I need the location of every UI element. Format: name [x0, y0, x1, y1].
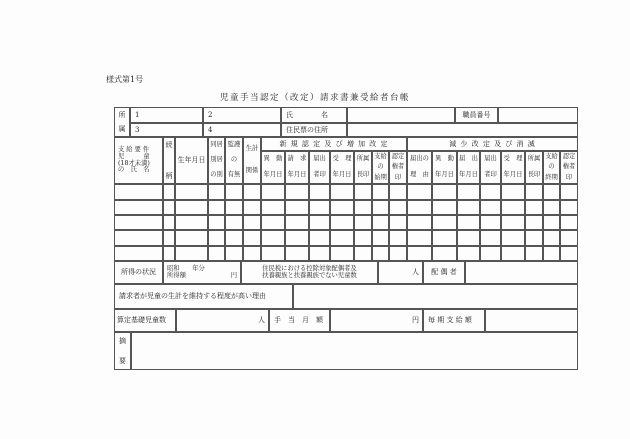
- grid-cell[interactable]: [243, 246, 261, 261]
- new-col-header: [330, 151, 354, 184]
- grid-cell[interactable]: [372, 215, 389, 230]
- grid-cell[interactable]: [114, 184, 163, 200]
- grid-cell[interactable]: [480, 246, 501, 261]
- grid-cell[interactable]: [261, 246, 285, 261]
- grid-cell[interactable]: [501, 215, 525, 230]
- col-header-line: 請 求: [287, 155, 307, 163]
- child-name-header: [114, 137, 163, 184]
- new-col-header: [389, 151, 407, 184]
- grid-cell[interactable]: [525, 215, 543, 230]
- grid-cell[interactable]: [525, 200, 543, 215]
- grid-cell[interactable]: [432, 184, 457, 200]
- grid-cell[interactable]: [163, 230, 175, 246]
- grid-cell[interactable]: [407, 215, 432, 230]
- child-name-header-line: 児 童: [118, 152, 150, 160]
- grid-cell[interactable]: [543, 246, 560, 261]
- grid-cell[interactable]: [285, 246, 309, 261]
- spouse-label: 配 偶 者: [423, 261, 465, 284]
- grid-cell[interactable]: [261, 200, 285, 215]
- custody-header-line: の: [230, 156, 238, 164]
- form-number: 様式第1号: [106, 75, 144, 84]
- grid-cell[interactable]: [407, 246, 432, 261]
- new-certification-group-header: 新 規 認 定 及 び 増 加 改 定: [261, 137, 407, 151]
- grid-cell[interactable]: [372, 246, 389, 261]
- affiliation-field-4[interactable]: 4: [203, 123, 281, 137]
- cohabit-header-line: 別居: [210, 156, 223, 164]
- col-header-line: 異 動: [435, 155, 454, 163]
- reduction-group-header: 減 少 改 定 及 び 消 滅: [407, 137, 578, 151]
- grid-cell[interactable]: [501, 200, 525, 215]
- grid-cell[interactable]: [432, 230, 457, 246]
- period-payment-field[interactable]: [485, 309, 578, 332]
- col-header-line: 届出: [484, 155, 497, 163]
- grid-cell[interactable]: [225, 246, 243, 261]
- grid-cell[interactable]: [354, 184, 372, 200]
- new-col-header: [285, 151, 309, 184]
- livelihood-header: [243, 137, 261, 184]
- reduce-col-header: [560, 151, 578, 184]
- grid-cell[interactable]: [560, 246, 578, 261]
- grid-cell[interactable]: [330, 184, 354, 200]
- income-amount-label: 所得額: [167, 271, 186, 279]
- cohabit-header-line: の別: [210, 171, 223, 179]
- affiliation-field-3[interactable]: 3: [130, 123, 203, 137]
- reduce-col-header: [501, 151, 525, 184]
- col-header-line: 年月日: [503, 170, 523, 178]
- new-col-header: [354, 151, 372, 184]
- grid-cell[interactable]: [389, 230, 407, 246]
- grid-cell[interactable]: [261, 215, 285, 230]
- grid-cell[interactable]: [114, 200, 163, 215]
- income-status-label: 所得の状況: [114, 261, 163, 284]
- col-header-line: 年月日: [332, 170, 352, 178]
- grid-cell[interactable]: [208, 184, 225, 200]
- grid-cell[interactable]: [225, 184, 243, 200]
- col-header-line: 支給: [374, 152, 387, 160]
- col-header-line: 届 出: [459, 155, 478, 163]
- grid-cell[interactable]: [175, 230, 208, 246]
- income-year-amount: [163, 261, 241, 284]
- custody-header-line: 有無: [227, 171, 241, 179]
- cohabit-header: [208, 137, 225, 184]
- remarks-field[interactable]: [131, 332, 578, 370]
- grid-cell[interactable]: [330, 230, 354, 246]
- grid-cell[interactable]: [457, 215, 480, 230]
- grid-cell[interactable]: [208, 215, 225, 230]
- child-name-header-line: の 氏 名: [118, 166, 150, 174]
- era-year-label: 昭和 年分: [167, 264, 205, 272]
- col-header-line: 届出: [313, 155, 326, 163]
- spouse-field[interactable]: [465, 261, 578, 284]
- grid-cell[interactable]: [457, 200, 480, 215]
- grid-cell[interactable]: [432, 200, 457, 215]
- period-payment-label: 毎 期 支 給 額: [423, 309, 485, 332]
- affiliation-label-1: 所: [118, 110, 126, 119]
- grid-cell[interactable]: [175, 184, 208, 200]
- new-col-header: [372, 151, 389, 184]
- child-name-header-line: (18才未満): [118, 159, 150, 167]
- grid-cell[interactable]: [432, 246, 457, 261]
- col-header-line: 届出の: [410, 155, 429, 163]
- grid-cell[interactable]: [163, 200, 175, 215]
- grid-cell[interactable]: [309, 230, 330, 246]
- grid-cell[interactable]: [354, 200, 372, 215]
- dependents-label-line: 住民税における控除対象配偶者及: [262, 264, 357, 272]
- grid-cell[interactable]: [114, 230, 163, 246]
- col-header-line: 認定: [391, 152, 405, 160]
- grid-cell[interactable]: [330, 200, 354, 215]
- grid-cell[interactable]: [261, 184, 285, 200]
- grid-cell[interactable]: [389, 184, 407, 200]
- grid-cell[interactable]: [243, 230, 261, 246]
- remarks-label-1: 摘: [119, 337, 126, 345]
- grid-cell[interactable]: [285, 200, 309, 215]
- grid-cell[interactable]: [309, 184, 330, 200]
- grid-cell[interactable]: [501, 246, 525, 261]
- grid-cell[interactable]: [525, 230, 543, 246]
- grid-cell[interactable]: [309, 200, 330, 215]
- col-header-line: 権者: [391, 163, 405, 171]
- affiliation-label-2: 属: [118, 124, 126, 133]
- grid-cell[interactable]: [309, 215, 330, 230]
- col-header-line: 者印: [484, 170, 497, 178]
- grid-cell[interactable]: [457, 184, 480, 200]
- grid-cell[interactable]: [243, 215, 261, 230]
- col-header-line: 者印: [313, 170, 326, 178]
- grid-cell[interactable]: [225, 200, 243, 215]
- reduce-col-header: [407, 151, 432, 184]
- address-label: 住民票の住所: [281, 123, 347, 137]
- grid-cell[interactable]: [560, 230, 578, 246]
- col-header-line: 年月日: [435, 170, 454, 178]
- grid-cell[interactable]: [480, 200, 501, 215]
- dependents-label-line: 扶養親族と扶養親族でない児童数: [262, 271, 357, 279]
- affiliation-label: [114, 107, 130, 137]
- col-header-line: 年月日: [459, 170, 478, 178]
- grid-cell[interactable]: [372, 230, 389, 246]
- grid-cell[interactable]: [175, 246, 208, 261]
- base-children-field[interactable]: 人: [176, 309, 269, 332]
- remarks-label-2: 要: [119, 356, 126, 365]
- yen-unit: 円: [230, 271, 237, 279]
- reduce-col-header: [480, 151, 501, 184]
- grid-cell[interactable]: [543, 215, 560, 230]
- col-header-line: 所属: [356, 155, 370, 163]
- grid-cell[interactable]: [372, 200, 389, 215]
- grid-cell[interactable]: [114, 246, 163, 261]
- grid-cell[interactable]: [389, 246, 407, 261]
- grid-cell[interactable]: [225, 230, 243, 246]
- grid-cell[interactable]: [432, 215, 457, 230]
- livelihood-header-line: 生計: [245, 144, 259, 152]
- birthdate-header: 生年月日: [175, 137, 208, 184]
- monthly-amount-label: 手 当 月 額: [269, 309, 330, 332]
- grid-cell[interactable]: [560, 184, 578, 200]
- col-header-line: 支給: [545, 152, 558, 160]
- staff-number-label: 職員番号: [455, 107, 498, 123]
- name-label: 氏 名: [281, 107, 347, 123]
- col-header-line: 終期: [545, 173, 558, 181]
- grid-cell[interactable]: [543, 184, 560, 200]
- livelihood-header-line: 関係: [245, 167, 259, 175]
- grid-cell[interactable]: [525, 184, 543, 200]
- grid-cell[interactable]: [560, 215, 578, 230]
- col-header-line: 異 動: [263, 155, 283, 163]
- grid-cell[interactable]: [543, 230, 560, 246]
- dependents-count-field[interactable]: 人: [378, 261, 423, 284]
- relation-header-line: 続: [165, 141, 173, 149]
- grid-cell[interactable]: [285, 184, 309, 200]
- grid-cell[interactable]: [354, 230, 372, 246]
- child-name-header-line: 支 給 要 件: [118, 146, 150, 154]
- grid-cell[interactable]: [354, 246, 372, 261]
- monthly-amount-field[interactable]: 円: [330, 309, 423, 332]
- grid-cell[interactable]: [354, 215, 372, 230]
- new-col-header: [309, 151, 330, 184]
- grid-cell[interactable]: [457, 230, 480, 246]
- col-header-line: 所属: [527, 155, 541, 163]
- custody-header-line: 監護: [227, 141, 241, 149]
- relation-header-line: 柄: [165, 171, 173, 180]
- grid-cell[interactable]: [175, 215, 208, 230]
- reduce-col-header: [543, 151, 560, 184]
- cohabit-header-line: 同居: [210, 141, 223, 149]
- grid-cell[interactable]: [480, 215, 501, 230]
- grid-cell[interactable]: [525, 246, 543, 261]
- grid-cell[interactable]: [372, 184, 389, 200]
- grid-cell[interactable]: [225, 215, 243, 230]
- col-header-line: 印: [394, 173, 402, 181]
- grid-cell[interactable]: [261, 230, 285, 246]
- relation-header: [163, 137, 175, 184]
- col-header-line: の: [377, 163, 384, 171]
- grid-cell[interactable]: [243, 200, 261, 215]
- affiliation-field-1[interactable]: 1: [130, 107, 203, 123]
- grid-cell[interactable]: [560, 200, 578, 215]
- new-col-header: [261, 151, 285, 184]
- grid-cell[interactable]: [480, 230, 501, 246]
- grid-cell[interactable]: [309, 246, 330, 261]
- grid-cell[interactable]: [208, 230, 225, 246]
- remarks-label: [114, 332, 131, 370]
- col-header-line: 権者: [562, 163, 576, 171]
- grid-cell[interactable]: [330, 215, 354, 230]
- grid-cell[interactable]: [480, 184, 501, 200]
- grid-cell[interactable]: [389, 200, 407, 215]
- grid-cell[interactable]: [208, 246, 225, 261]
- col-header-line: 始期: [374, 173, 387, 181]
- grid-cell[interactable]: [407, 200, 432, 215]
- dependents-count-label: [241, 261, 378, 284]
- grid-cell[interactable]: [389, 215, 407, 230]
- col-header-line: 年月日: [287, 170, 307, 178]
- col-header-line: 年月日: [263, 170, 283, 178]
- grid-cell[interactable]: [163, 246, 175, 261]
- form-title: 児童手当認定（改定）請求書兼受給者台帳: [219, 93, 410, 103]
- col-header-line: 長印: [527, 170, 541, 178]
- custody-header: [225, 137, 243, 184]
- reason-label: 請求者が児童の生計を維持する程度が高い理由: [114, 284, 293, 309]
- grid-cell[interactable]: [163, 215, 175, 230]
- col-header-line: 受 理: [503, 155, 523, 163]
- grid-cell[interactable]: [407, 184, 432, 200]
- reduce-col-header: [432, 151, 457, 184]
- base-children-label: 算定基礎児童数: [114, 309, 176, 332]
- grid-cell[interactable]: [501, 230, 525, 246]
- grid-cell[interactable]: [543, 200, 560, 215]
- col-header-line: 長印: [356, 170, 370, 178]
- reason-field[interactable]: [293, 284, 578, 309]
- col-header-line: の: [548, 163, 555, 171]
- affiliation-field-2[interactable]: 2: [203, 107, 281, 123]
- staff-number-field[interactable]: [498, 107, 578, 123]
- grid-cell[interactable]: [285, 230, 309, 246]
- name-field[interactable]: [347, 107, 455, 123]
- grid-cell[interactable]: [501, 184, 525, 200]
- col-header-line: 印: [565, 173, 573, 181]
- grid-cell[interactable]: [457, 246, 480, 261]
- col-header-line: 認定: [562, 152, 576, 160]
- grid-cell[interactable]: [330, 246, 354, 261]
- grid-cell[interactable]: [175, 200, 208, 215]
- grid-cell[interactable]: [407, 230, 432, 246]
- col-header-line: 受 理: [332, 155, 352, 163]
- address-field[interactable]: [347, 123, 578, 137]
- grid-cell[interactable]: [163, 184, 175, 200]
- col-header-line: 理 由: [410, 170, 429, 178]
- grid-cell[interactable]: [114, 215, 163, 230]
- reduce-col-header: [525, 151, 543, 184]
- reduce-col-header: [457, 151, 480, 184]
- grid-cell[interactable]: [285, 215, 309, 230]
- grid-cell[interactable]: [243, 184, 261, 200]
- grid-cell[interactable]: [208, 200, 225, 215]
